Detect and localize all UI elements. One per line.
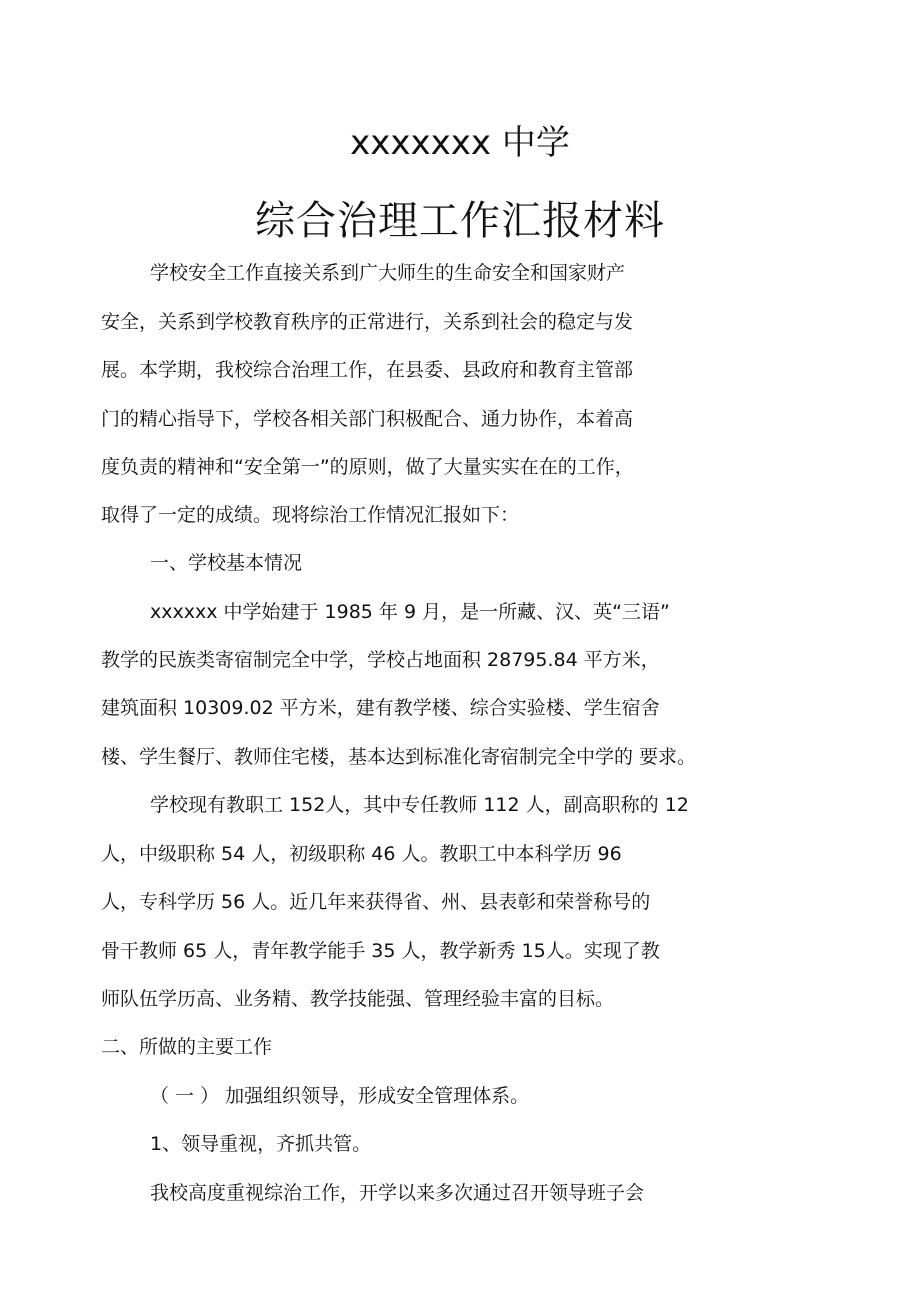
- paragraph-line: xxxxxx 中学始建于 1985 年 9 月，是一所藏、汉、英“三语”: [150, 601, 670, 623]
- paragraph-line: 教学的民族类寄宿制完全中学，学校占地面积 28795.84 平方米，: [101, 649, 660, 671]
- school-title: xxxxxxx 中学: [350, 123, 570, 163]
- paragraph-line: 学校现有教职工 152人，其中专任教师 112 人，副高职称的 12: [150, 794, 689, 816]
- section-heading: 二、所做的主要工作: [101, 1036, 273, 1058]
- subsection-item: 1、领导重视，齐抓共管。: [150, 1133, 372, 1155]
- paragraph-line: 人，专科学历 56 人。近几年来获得省、州、县表彰和荣誉称号的: [101, 891, 651, 913]
- paragraph-line: 建筑面积 10309.02 平方米，建有教学楼、综合实验楼、学生宿舍: [101, 697, 660, 719]
- paragraph-line: 安全，关系到学校教育秩序的正常进行，关系到社会的稳定与发: [101, 311, 634, 333]
- paragraph-line: 楼、学生餐厅、教师住宅楼，基本达到标准化寄宿制完全中学的 要求。: [101, 746, 697, 768]
- paragraph-line: 骨干教师 65 人，青年教学能手 35 人，教学新秀 15人。实现了教: [101, 940, 660, 962]
- section-heading: 一、学校基本情况: [150, 552, 303, 574]
- paragraph-line: 师队伍学历高、业务精、教学技能强、管理经验丰富的目标。: [101, 988, 615, 1010]
- paragraph-line: 取得了一定的成绩。现将综治工作情况汇报如下：: [101, 504, 520, 526]
- paragraph-line: 度负责的精神和“安全第一”的原则，做了大量实实在在的工作，: [101, 456, 634, 478]
- paragraph-line: 学校安全工作直接关系到广大师生的生命安全和国家财产: [150, 262, 626, 284]
- report-title: 综合治理工作汇报材料: [255, 198, 665, 244]
- paragraph-line: 人，中级职称 54 人，初级职称 46 人。教职工中本科学历 96: [101, 843, 622, 865]
- paragraph-line: 门的精心指导下，学校各相关部门积极配合、通力协作，本着高: [101, 408, 634, 430]
- paragraph-line: 展。本学期，我校综合治理工作，在县委、县政府和教育主管部: [101, 359, 634, 381]
- subsection-heading: （ 一 ） 加强组织领导，形成安全管理体系。: [150, 1085, 530, 1107]
- paragraph-line: 我校高度重视综治工作，开学以来多次通过召开领导班子会: [150, 1182, 645, 1204]
